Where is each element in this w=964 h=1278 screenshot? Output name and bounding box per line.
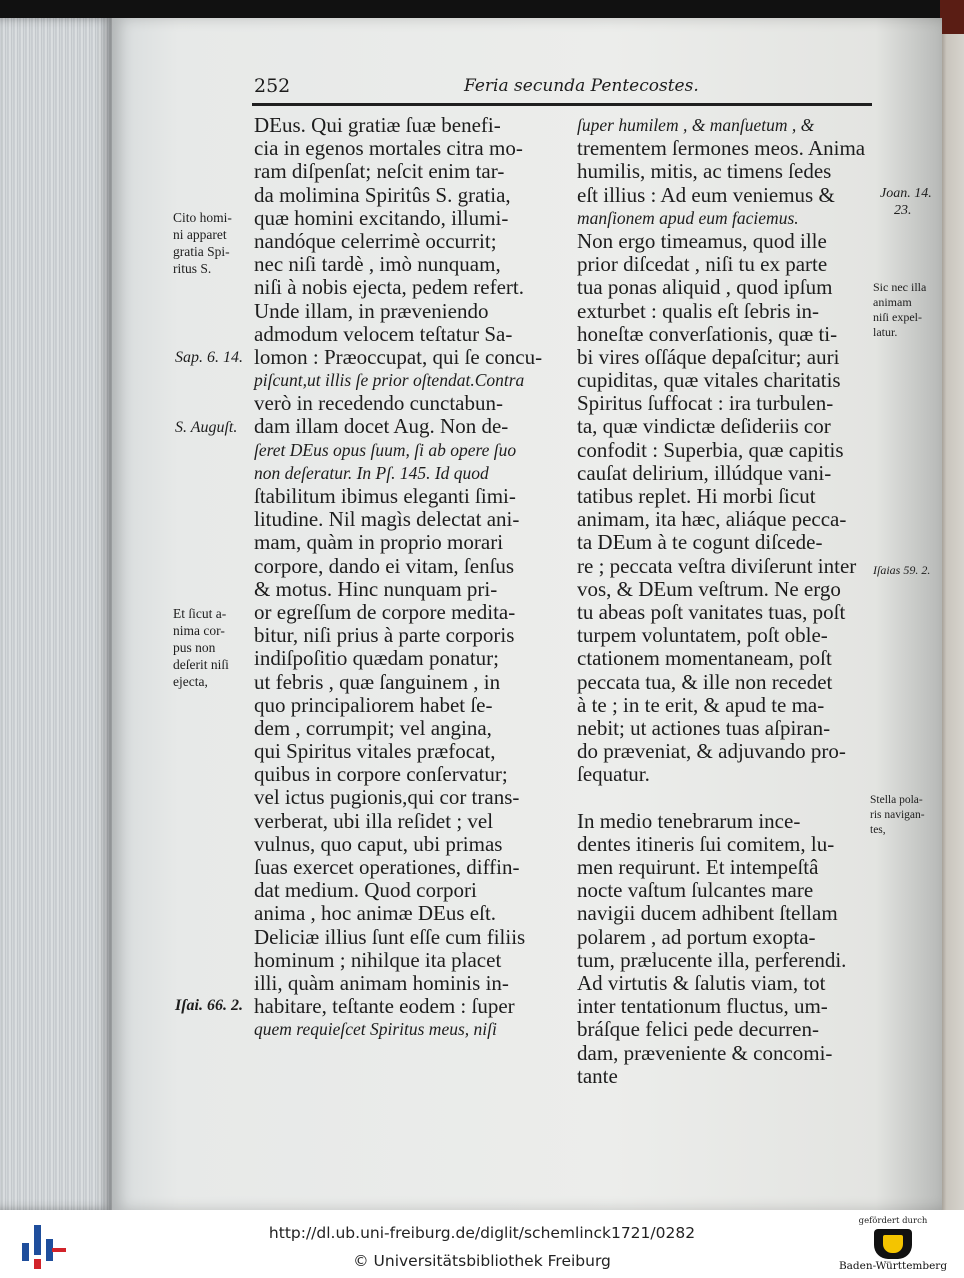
text-line: ſtabilitum ibimus eleganti ſimi- <box>254 484 516 508</box>
text-line: habitare, teſtante eodem : ſuper <box>254 994 515 1019</box>
text-line: corpore, dando ei vitam, ſenſus <box>254 553 515 578</box>
text-line: dem , corrumpit; vel angina, <box>254 715 492 740</box>
text-line: In medio tenebrarum ince- <box>577 808 801 833</box>
coat-of-arms-icon <box>874 1229 912 1259</box>
margin-line: tes, <box>870 824 886 836</box>
funder-name: Baden-Württemberg <box>838 1260 948 1272</box>
text-line: ta, quæ vindictæ deſideriis cor <box>577 414 831 439</box>
text-line: anima , hoc animæ DEus eſt. <box>254 901 497 926</box>
page-number: 252 <box>254 75 291 97</box>
text-line: nandóque celerrimè occurrit; <box>254 228 497 253</box>
text-line: & motus. Hinc nunquam pri- <box>254 576 498 601</box>
text-line: Spiritus ſuffocat : ira turbulen- <box>577 391 834 416</box>
text-line: da molimina Spiritûs S. gratia, <box>254 182 511 207</box>
text-line: peccata tua, & ille non recedet <box>577 669 833 694</box>
text-line: ctationem momentaneam, poſt <box>577 646 832 671</box>
text-line: vos, & DEum veſtrum. Ne ergo <box>577 576 841 601</box>
funder-badge <box>838 1214 948 1276</box>
text-line: ut febris , quæ ſanguinem , in <box>254 669 501 694</box>
margin-line: deſerit niſi <box>173 657 229 672</box>
text-line: dam illam docet Aug. Non de- <box>254 414 509 439</box>
margin-note-isai: Iſai. 66. 2. <box>175 997 243 1014</box>
margin-note-sap: Sap. 6. 14. <box>175 349 243 366</box>
margin-note-et-sicut <box>173 605 229 690</box>
text-line: ta DEum à te cogunt diſcede- <box>577 530 823 555</box>
text-line: admodum velocem teſtatur Sa- <box>254 321 513 346</box>
margin-line: Et ſicut a- <box>173 606 227 621</box>
text-line: tu abeas poſt vanitates tuas, poſt <box>577 599 846 624</box>
text-line: dentes itineris ſui comitem, lu- <box>577 831 835 856</box>
text-line: do præveniat, & adjuvando pro- <box>577 739 846 764</box>
text-line: trementem ſermones meos. Anima <box>577 136 866 161</box>
margin-line: Sic nec illa <box>873 280 927 294</box>
left-text-column <box>254 114 542 1042</box>
right-binding <box>940 0 964 36</box>
margin-note-sic-nec <box>873 280 926 340</box>
text-line: tua ponas aliquid , quod ipſum <box>577 275 833 300</box>
text-line: honeſtæ converſationis, quæ ti- <box>577 321 838 346</box>
text-line: prior diſcedat , niſi tu ex parte <box>577 252 828 277</box>
text-line: Unde illam, in præveniendo <box>254 298 489 323</box>
text-line: vel ictus pugionis,qui cor trans- <box>254 785 520 810</box>
text-line: bi vires oſſáque depaſcitur; auri <box>577 344 840 369</box>
margin-note-cito <box>173 209 232 277</box>
margin-note-augustine: S. Auguſt. <box>175 419 238 436</box>
text-line: mam, quàm in proprio morari <box>254 530 504 555</box>
text-line: Deliciæ illius ſunt eſſe cum filiis <box>254 924 526 949</box>
text-line: cauſat delirium, illúdque vani- <box>577 460 832 485</box>
text-line: niſi à nobis ejecta, pedem refert. <box>254 275 524 300</box>
text-line: Non ergo timeamus, quod ille <box>577 228 827 253</box>
text-line: men requirunt. Et intempeſtâ <box>577 855 819 879</box>
margin-line: latur. <box>873 325 898 339</box>
text-line: polarem , ad portum exopta- <box>577 924 816 949</box>
margin-note-isaias: Iſaias 59. 2. <box>873 563 931 577</box>
text-line: tatibus replet. Hi morbi ſicut <box>577 484 816 508</box>
right-text-column <box>577 114 865 1088</box>
text-line: nebit; ut actiones tuas aſpiran- <box>577 715 831 740</box>
text-line: cia in egenos mortales citra mo- <box>254 136 523 161</box>
text-line: ſuas exercet operationes, diffin- <box>254 855 520 879</box>
margin-line: 23. <box>894 203 912 218</box>
margin-line: ris navigan- <box>870 809 925 821</box>
margin-note-joan <box>880 185 932 219</box>
text-line: inter tentationum fluctus, um- <box>577 994 828 1019</box>
text-line: confodit : Superbia, quæ capitis <box>577 437 844 462</box>
margin-line: pus non <box>173 640 216 655</box>
text-line: dat medium. Quod corpori <box>254 878 477 903</box>
document-url[interactable]: http://dl.ub.uni-freiburg.de/diglit/schemlinck1721/0282 <box>268 1224 696 1242</box>
text-line: quibus in corpore conſervatur; <box>254 762 508 787</box>
header-rule <box>252 103 872 106</box>
margin-line: Cito homi- <box>173 210 232 225</box>
text-line: verò in recedendo cunctabun- <box>254 391 503 416</box>
margin-line: gratia Spi- <box>173 244 230 259</box>
text-line: nocte vaſtum ſulcantes mare <box>577 878 814 903</box>
text-line: quo principaliorem habet ſe- <box>254 692 493 717</box>
margin-line: Stella pola- <box>870 794 923 806</box>
text-line: eſt illius : Ad eum veniemus & <box>577 182 835 207</box>
text-line: quæ homini excitando, illumi- <box>254 205 509 230</box>
text-line: re ; peccata veſtra diviſerunt inter <box>577 553 857 578</box>
margin-line: niſi expel- <box>873 310 922 324</box>
text-line: litudine. Nil magìs delectat ani- <box>254 507 520 532</box>
text-line: qui Spiritus vitales præfocat, <box>254 739 496 764</box>
text-line: cupiditas, quæ vitales charitatis <box>577 368 841 393</box>
text-line: Ad virtutis & ſalutis viam, tot <box>577 970 826 995</box>
text-line: ram diſpenſat; neſcit enim tar- <box>254 159 505 184</box>
text-line: exturbet : qualis eſt ſebris in- <box>577 298 820 323</box>
text-line: ſuper humilem , & manſuetum , & <box>577 115 815 135</box>
margin-line: Joan. 14. <box>880 186 932 201</box>
text-line: turpem voluntatem, poſt oble- <box>577 623 828 648</box>
text-line: ſeret DEus opus ſuum, ſi ab opere ſuo <box>254 439 517 460</box>
text-line: piſcunt,ut illis ſe prior oſtendat.Contra <box>254 370 525 391</box>
text-line <box>577 786 865 809</box>
text-line: illi, quàm animam hominis in- <box>254 970 509 995</box>
text-line: navigii ducem adhibent ſtellam <box>577 901 838 926</box>
page-edges <box>0 18 112 1210</box>
margin-line: ejecta, <box>173 674 208 689</box>
text-line: indiſpoſitio quædam ponatur; <box>254 646 499 671</box>
text-line: verberat, ubi illa reſidet ; vel <box>254 808 494 833</box>
funded-by-label: gefördert durch <box>858 1216 928 1226</box>
text-line: bráſque felici pede decurren- <box>577 1017 819 1042</box>
text-line: bitur, niſi prius à parte corporis <box>254 623 515 648</box>
text-line: or egreſſum de corpore medita- <box>254 599 516 624</box>
text-line: tum, prælucente illa, perferendi. <box>577 947 847 972</box>
margin-line: nima cor- <box>173 623 225 638</box>
copyright-notice: © Universitätsbibliothek Freiburg <box>353 1252 611 1270</box>
running-title: Feria secunda Pentecostes. <box>464 76 699 96</box>
text-line: nec niſi tardè , imò nunquam, <box>254 252 501 277</box>
text-line: lomon : Præoccupat, qui ſe concu- <box>254 344 543 369</box>
text-line: tante <box>577 1063 618 1088</box>
text-line: manſionem apud eum faciemus. <box>577 207 799 228</box>
text-line: quem requieſcet Spiritus meus, niſi <box>254 1019 497 1040</box>
margin-line: ritus S. <box>173 261 212 276</box>
text-line: à te ; in te erit, & apud te ma- <box>577 692 825 717</box>
text-line: ſequatur. <box>577 762 650 787</box>
margin-line: ni apparet <box>173 227 227 242</box>
viewer-footer <box>0 1210 964 1278</box>
margin-line: animam <box>873 295 912 309</box>
text-line: DEus. Qui gratiæ ſuæ benefi- <box>254 113 501 137</box>
text-line: animam, ita hæc, aliáque pecca- <box>577 507 847 532</box>
text-line: hominum ; nihilque ita placet <box>254 947 502 972</box>
text-line: humilis, mitis, ac timens ſedes <box>577 159 832 184</box>
text-line: vulnus, quo caput, ubi primas <box>254 831 503 856</box>
text-line: non deſeratur. In Pſ. 145. Id quod <box>254 462 489 483</box>
text-line: dam, præveniente & concomi- <box>577 1040 833 1065</box>
margin-note-stella <box>870 793 925 838</box>
